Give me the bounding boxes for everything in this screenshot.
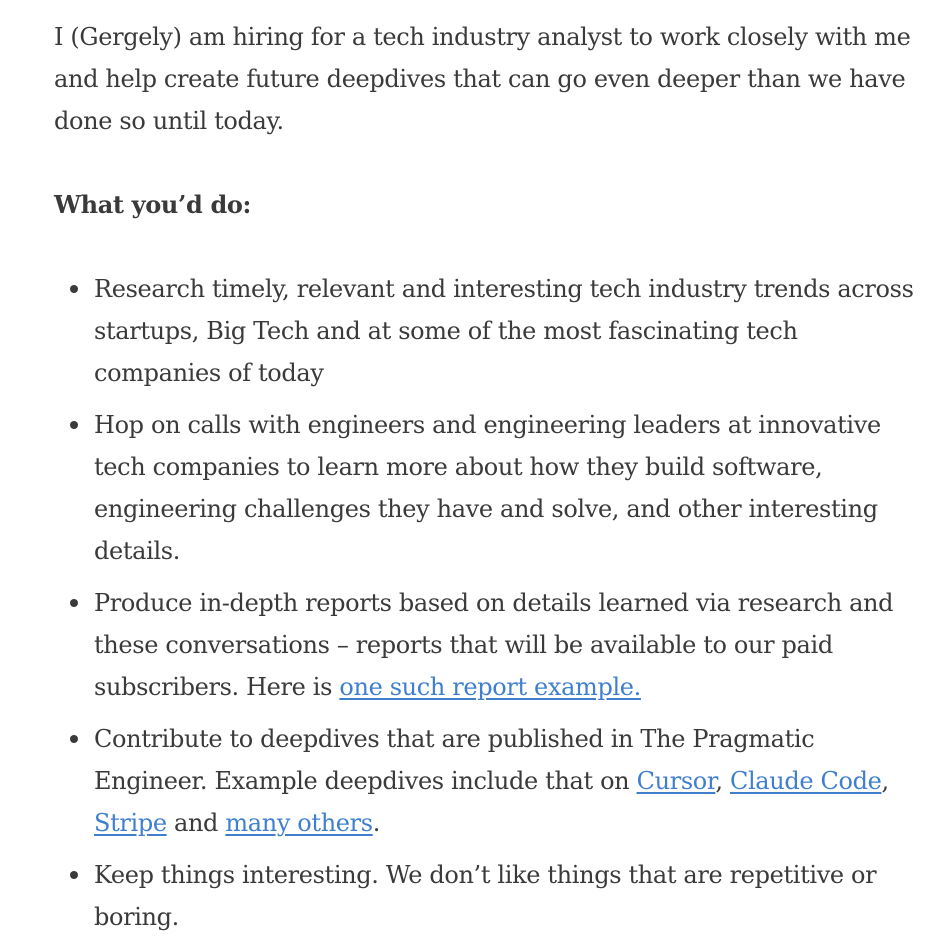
bullet-dot-icon [70, 285, 78, 293]
bullet-dot-icon [70, 735, 78, 743]
bullet-dot-icon [70, 421, 78, 429]
section-heading: What you’d do: [54, 190, 252, 219]
list-item-text: Produce in-depth reports based on details learned via research and these conversations – reports that will be available to our paid subscribers. Here is [94, 589, 894, 701]
report-example-link[interactable]: one such report example. [339, 673, 641, 701]
cursor-link[interactable]: Cursor [636, 767, 716, 795]
separator-text: , [715, 767, 730, 795]
list-item [94, 404, 914, 572]
bullet-dot-icon [70, 599, 78, 607]
list-item-text: Contribute to deepdives that are published in The Pragmatic Engineer. Example deepdives include that on [94, 725, 815, 795]
and-text: and [166, 809, 226, 837]
duties-list [54, 268, 914, 938]
article-body [54, 16, 914, 948]
bullet-dot-icon [70, 871, 78, 879]
list-item-text: Hop on calls with engineers and engineering leaders at innovative tech companies to learn more about how they build software, engineering challenges they have and solve, and other interesting details. [94, 411, 881, 565]
claude-code-link[interactable]: Claude Code [729, 767, 882, 795]
list-item [94, 718, 914, 844]
list-item [94, 268, 914, 394]
stripe-link[interactable]: Stripe [94, 809, 167, 837]
list-item-text: Research timely, relevant and interesting tech industry trends across startups, Big Tech and at some of the most fascinating tech companies of today [94, 275, 914, 387]
separator-text: , [881, 767, 889, 795]
list-item [94, 854, 914, 938]
period-text: . [372, 809, 381, 837]
list-item-text: Keep things interesting. We don’t like things that are repetitive or boring. [94, 861, 877, 931]
list-item [94, 582, 914, 708]
many-others-link[interactable]: many others [225, 809, 373, 837]
intro-paragraph: I (Gergely) am hiring for a tech industry analyst to work closely with me and help create future deepdives that can go even deeper than we have done so until today. [54, 23, 911, 135]
